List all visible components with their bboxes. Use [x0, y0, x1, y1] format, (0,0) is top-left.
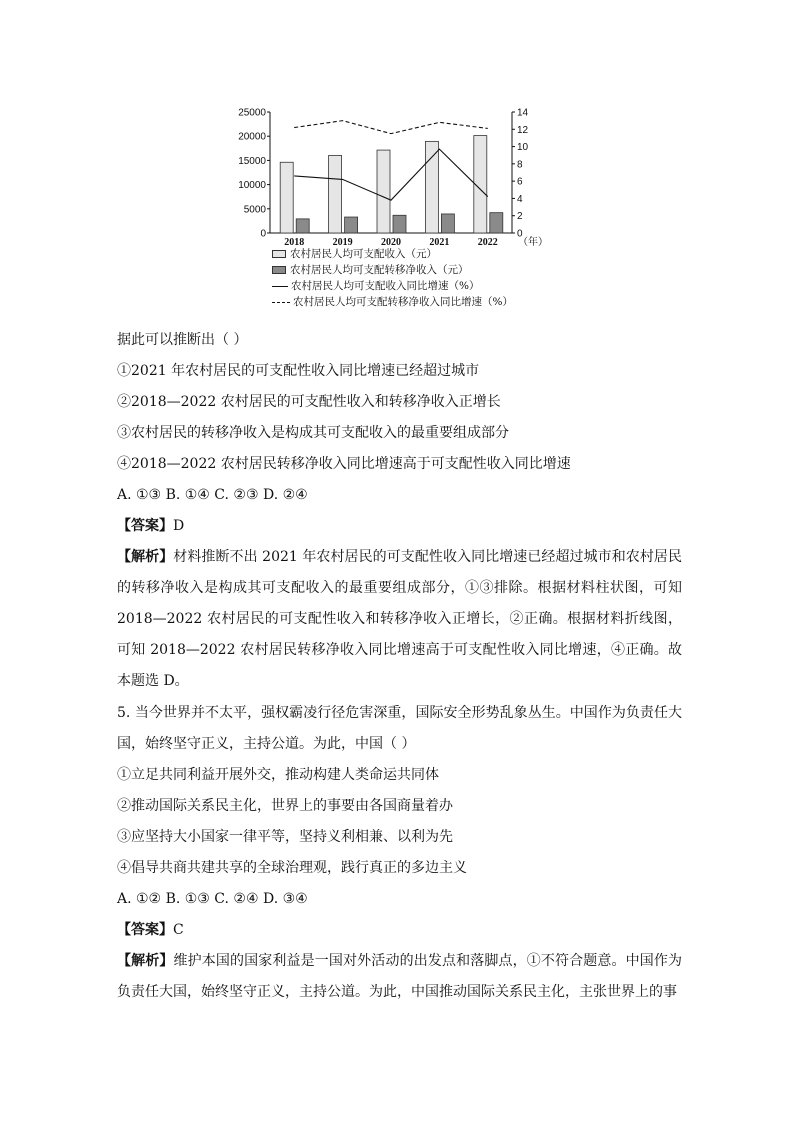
option-2: ②推动国际关系民主化，世界上的事要由各国商量着办	[117, 798, 453, 814]
legend-label: 农村居民人均可支配收入（元）	[290, 248, 437, 260]
question-5	[117, 698, 682, 1008]
legend-item-transfer	[272, 262, 513, 278]
legend-swatch-dashed-line	[272, 302, 290, 303]
income-chart	[230, 100, 560, 315]
x-tick-label: 2018	[284, 237, 305, 248]
option-2: ②2018—2022 农村居民的可支配性收入和转移净收入正增长	[117, 394, 501, 410]
answer-value: D	[173, 518, 185, 534]
legend-item-transfer-growth	[272, 294, 513, 310]
left-tick-label: 10000	[238, 180, 266, 192]
left-tick-label: 5000	[243, 204, 266, 216]
legend-item-income-growth	[272, 278, 513, 294]
analysis-label: 【解析】	[117, 549, 174, 565]
chart-plot	[230, 100, 560, 250]
right-tick-label: 12	[517, 124, 529, 136]
legend-swatch-light-bar	[272, 250, 286, 258]
option-4: ④2018—2022 农村居民转移净收入同比增速高于可支配性收入同比增速	[117, 456, 571, 472]
option-4: ④倡导共商共建共享的全球治理观，践行真正的多边主义	[117, 860, 467, 876]
right-tick-label: 4	[517, 193, 523, 205]
left-tick-label: 15000	[238, 155, 266, 167]
bar-transfer	[490, 213, 503, 233]
choices: A. ①② B. ①③ C. ②④ D. ③④	[117, 891, 308, 907]
bar-transfer	[296, 219, 309, 233]
bar-transfer	[441, 214, 454, 233]
option-1: ①立足共同利益开展外交，推动构建人类命运共同体	[117, 767, 439, 783]
question-stem: 据此可以推断出（ ）	[117, 332, 248, 348]
bar-income	[377, 150, 390, 233]
legend-item-income	[272, 246, 513, 262]
legend-label: 农村居民人均可支配转移净收入（元）	[290, 264, 469, 276]
legend-swatch-solid-line	[272, 286, 288, 287]
question-stem: 5. 当今世界并不太平，强权霸凌行径危害深重，国际安全形势乱象丛生。中国作为负责任大国，始终坚守正义，主持公道。为此，中国（ ）	[117, 705, 682, 752]
line-income-growth	[294, 149, 488, 200]
x-tick-label: 2022	[477, 237, 498, 248]
right-tick-label: 0	[517, 228, 523, 240]
right-tick-label: 14	[517, 107, 529, 119]
option-1: ①2021 年农村居民的可支配性收入同比增速已经超过城市	[117, 363, 480, 379]
left-tick-label: 25000	[238, 107, 266, 119]
left-tick-label: 20000	[238, 131, 266, 143]
right-tick-label: 10	[517, 142, 529, 154]
answer-label: 【答案】	[117, 518, 173, 534]
option-3: ③应坚持大小国家一律平等，坚持义利相兼、以利为先	[117, 829, 453, 845]
option-3: ③农村居民的转移净收入是构成其可支配收入的最重要组成部分	[117, 425, 509, 441]
analysis-text: 材料推断不出 2021 年农村居民的可支配性收入同比增速已经超过城市和农村居民的转移净收入是构成其可支配收入的最重要组成部分，①③排除。根据材料柱状图，可知 2018—2022 农村居民的可支配性收入和转移净收入正增长，②正确。根据材料折线图，可知 2018—2022 农村居民转移净收入同比增速高于可支配性收入同比增速，④正确。故本题选 D。	[117, 549, 683, 689]
bar-transfer	[345, 217, 358, 233]
analysis-paragraph	[117, 946, 682, 1008]
question-4	[117, 325, 682, 697]
legend-label: 农村居民人均可支配收入同比增速（%）	[291, 280, 480, 292]
right-tick-label: 6	[517, 176, 523, 188]
right-tick-label: 8	[517, 159, 523, 171]
answer-value: C	[173, 922, 184, 938]
x-unit-label: （年）	[518, 237, 548, 248]
bar-income	[329, 155, 342, 233]
x-tick-label: 2020	[381, 237, 401, 248]
legend-swatch-dark-bar	[272, 266, 286, 274]
answer-label: 【答案】	[117, 922, 173, 938]
answer-line	[117, 511, 682, 542]
chart-legend	[272, 246, 513, 310]
right-tick-label: 2	[517, 211, 523, 223]
bar-transfer	[393, 215, 406, 233]
analysis-text: 维护本国的国家利益是一国对外活动的出发点和落脚点，①不符合题意。中国作为负责任大国，始终坚守正义，主持公道。为此，中国推动国际关系民主化，主张世界上的事	[117, 953, 683, 1000]
choices: A. ①③ B. ①④ C. ②③ D. ②④	[117, 487, 308, 503]
x-tick-label: 2021	[429, 237, 450, 248]
answer-line	[117, 915, 682, 946]
analysis-label: 【解析】	[117, 953, 174, 969]
bar-income	[425, 141, 438, 233]
left-tick-label: 0	[260, 228, 266, 240]
x-tick-label: 2019	[332, 237, 353, 248]
bar-income	[280, 162, 293, 233]
legend-label: 农村居民人均可支配转移净收入同比增速（%）	[293, 296, 513, 308]
analysis-paragraph	[117, 542, 682, 697]
line-transfer-growth	[294, 121, 488, 134]
